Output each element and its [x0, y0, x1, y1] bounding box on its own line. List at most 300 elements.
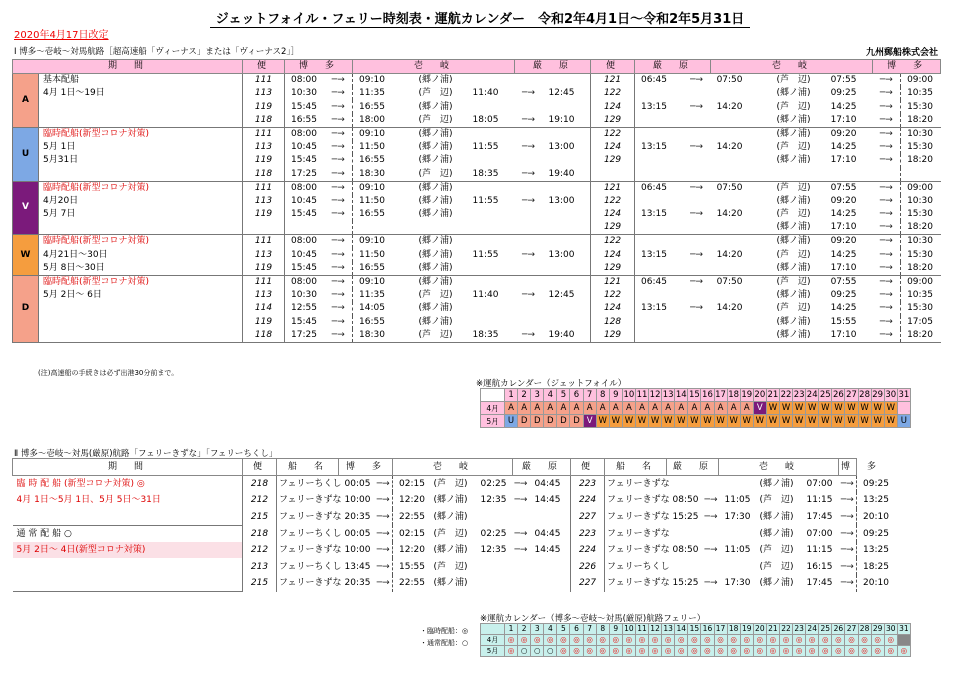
period-note [39, 100, 243, 113]
arrow: ─→ [325, 302, 353, 315]
calendar-cell: ◎ [505, 634, 518, 645]
calendar-day: 31 [898, 390, 910, 400]
ferry-number: 215 [243, 575, 277, 592]
iki-port-return: (芦 辺) [776, 75, 811, 85]
iki-arrival-return [711, 127, 763, 141]
iki-departure-return: 14:25 [830, 303, 857, 314]
iki-port-return: (芦 辺) [759, 561, 794, 572]
calendar-cell: ◎ [531, 634, 544, 645]
period-note: 臨時配船(新型コロナ対策) [39, 275, 243, 289]
iki-departure: 02:25 [480, 528, 507, 539]
ferry-number-return: 227 [571, 575, 605, 592]
arrow: ─→ [325, 127, 353, 141]
calendar-cell: U [897, 415, 910, 428]
iki-port-return: (芦 辺) [759, 545, 794, 556]
arrow [683, 114, 711, 128]
arrow: ─→ [325, 141, 353, 154]
calendar-cell: W [766, 415, 779, 428]
izuhara-arrival [543, 127, 591, 141]
izuhara-arrival: 04:45 [529, 476, 571, 493]
ship-name: フェリーきずな [279, 578, 342, 589]
hakata-departure: 10:00 [344, 545, 371, 556]
iki-arrival: 11:35 [359, 289, 385, 300]
ferry-calendar-month-row [481, 634, 911, 645]
hakata-departure: 17:25 [285, 168, 325, 182]
jetfoil-section-title: Ⅰ 博多～壱岐～対馬航路［超高速船「ヴィーナス」または「ヴィーナス2」］ [14, 47, 300, 57]
hakata-departure: 08:00 [291, 182, 317, 193]
calendar-cell: A [635, 402, 648, 415]
calendar-day: 15 [688, 390, 700, 400]
timetable-row [13, 181, 941, 195]
calendar-day: 20 [755, 624, 765, 634]
izuhara-departure [635, 221, 683, 235]
iki-departure-return: 14:25 [830, 101, 857, 112]
arrow: ─→ [839, 476, 857, 493]
period-note: 5月 8日～30日 [39, 262, 243, 276]
calendar-cell: W [884, 415, 897, 428]
arrow: ─→ [375, 558, 393, 575]
iki-departure [467, 221, 515, 235]
iki-port-return: (郷ノ浦) [776, 88, 811, 99]
calendar-cell: W [779, 402, 792, 415]
calendar-month-label: 5月 [481, 415, 505, 428]
iki-arrival-return: 14:20 [716, 249, 743, 260]
header-bin: 便 [243, 60, 285, 74]
ferry-number-return: 224 [571, 492, 605, 509]
calendar-cell: ◎ [622, 634, 635, 645]
calendar-cell: ◎ [609, 634, 622, 645]
izuhara-departure [635, 289, 683, 302]
calendar-day: 12 [650, 624, 660, 634]
ship-name-return: フェリーちくし [607, 561, 670, 572]
iki-arrival: 16:55 [353, 262, 405, 276]
flight-number: 118 [243, 329, 285, 343]
iki-port-return: (郷ノ浦) [759, 578, 794, 589]
calendar-days-row [481, 389, 911, 402]
hakata-departure: 00:05 [344, 528, 371, 539]
arrow: ─→ [375, 492, 393, 509]
iki-port: (芦 辺) [405, 168, 467, 182]
calendar-cell: ◎ [832, 634, 845, 645]
iki-departure-return: 16:15 [806, 561, 833, 572]
ferry-row [13, 492, 941, 509]
timetable-row [13, 141, 941, 154]
iki-port: (郷ノ浦) [433, 495, 468, 506]
izuhara-departure: 13:15 [641, 209, 667, 220]
hakata-departure: 10:00 [344, 495, 371, 506]
izuhara-departure [635, 114, 683, 128]
hakata-arrival: 09:00 [907, 182, 933, 193]
hakata-arrival: 10:35 [907, 289, 933, 300]
flight-number: 111 [243, 275, 285, 289]
flight-number: 118 [243, 168, 285, 182]
iki-port: (芦 辺) [433, 561, 468, 572]
hakata-departure: 08:00 [291, 276, 317, 287]
hakata-arrival: 10:30 [907, 195, 933, 206]
arrow: ─→ [873, 235, 901, 249]
arrow: ─→ [690, 101, 704, 112]
timetable-row [13, 275, 941, 289]
iki-arrival-return [719, 476, 753, 493]
ferry-header-row [13, 459, 941, 476]
izuhara-arrival [543, 262, 591, 276]
calendar-cell: W [609, 415, 622, 428]
iki-departure-return: 09:20 [830, 195, 857, 206]
hakata-arrival: 18:20 [901, 221, 941, 235]
iki-departure: 11:55 [472, 249, 499, 260]
iki-port-return: (郷ノ浦) [776, 195, 811, 206]
calendar-cell: ◎ [766, 634, 779, 645]
period-note: 4月20日 [39, 195, 243, 208]
ferry-header-izuhara-return: 厳 原 [667, 459, 719, 476]
company-name: 九州郵船株式会社 [865, 48, 938, 58]
arrow: ─→ [873, 275, 901, 289]
calendar-cell: W [675, 415, 688, 428]
calendar-cell: W [871, 415, 884, 428]
period-label: V [13, 181, 39, 235]
iki-port: (郷ノ浦) [418, 101, 453, 112]
calendar-cell: A [701, 402, 714, 415]
flight-number-return: 124 [591, 302, 635, 315]
calendar-day: 4 [544, 624, 557, 635]
calendar-day: 8 [596, 624, 609, 635]
calendar-day: 26 [832, 390, 844, 400]
ferry-period-note [13, 509, 243, 526]
calendar-day: 25 [819, 390, 831, 400]
iki-departure-return: 14:25 [830, 249, 857, 260]
calendar-cell: W [819, 402, 832, 415]
iki-departure: 11:55 [472, 195, 499, 206]
arrow: ─→ [704, 495, 718, 506]
calendar-day: 4 [544, 389, 557, 402]
ferry-number: 215 [243, 509, 277, 526]
hakata-arrival: 18:25 [863, 561, 889, 572]
iki-departure-return: 07:00 [806, 479, 833, 490]
iki-port-return: (郷ノ浦) [763, 114, 825, 128]
iki-departure [467, 316, 515, 329]
header-hakata-return: 博 多 [873, 60, 941, 74]
izuhara-departure: 06:45 [641, 276, 667, 287]
iki-port-return: (郷ノ浦) [776, 236, 811, 247]
calendar-day: 1 [505, 624, 518, 635]
calendar-cell: ◎ [714, 645, 727, 656]
iki-port: (芦 辺) [405, 329, 467, 343]
hakata-arrival: 15:30 [907, 303, 933, 314]
hakata-arrival [901, 168, 941, 182]
iki-arrival-return [711, 329, 763, 343]
period-label: A [13, 74, 39, 128]
iki-departure [475, 575, 513, 592]
calendar-cell: A [649, 402, 662, 415]
iki-arrival: 11:35 [359, 88, 385, 99]
izuhara-departure [635, 195, 683, 208]
izuhara-departure: 06:45 [641, 182, 667, 193]
iki-arrival: 02:15 [399, 528, 425, 539]
ferry-number: 212 [243, 492, 277, 509]
calendar-day: 6 [570, 389, 583, 402]
izuhara-departure [635, 235, 683, 249]
flight-number: 114 [243, 302, 285, 315]
calendar-cell: W [740, 415, 753, 428]
hakata-arrival: 09:00 [907, 75, 933, 85]
calendar-cell: ◎ [727, 645, 740, 656]
iki-arrival: 02:15 [399, 479, 425, 490]
izuhara-arrival [543, 208, 591, 221]
calendar-day: 27 [846, 390, 857, 400]
flight-number: 113 [243, 195, 285, 208]
iki-arrival: 16:55 [359, 209, 385, 220]
calendar-day: 8 [596, 389, 609, 402]
izuhara-arrival [543, 100, 591, 113]
iki-port: (郷ノ浦) [418, 209, 453, 220]
calendar-cell: D [544, 415, 557, 428]
flight-number: 113 [243, 87, 285, 100]
period-label: U [13, 127, 39, 181]
calendar-day: 11 [637, 624, 647, 634]
calendar-cell: W [622, 415, 635, 428]
flight-number: 111 [243, 74, 285, 88]
calendar-day: 14 [675, 390, 687, 400]
calendar-cell: W [832, 402, 845, 415]
calendar-day: 29 [872, 624, 883, 634]
hakata-departure: 10:30 [291, 88, 317, 99]
iki-departure-return: 07:00 [806, 528, 833, 539]
izuhara-departure: 13:15 [641, 141, 667, 152]
izuhara-departure: 08:50 [672, 495, 699, 506]
calendar-cell: ◎ [806, 645, 819, 656]
arrow: ─→ [522, 289, 536, 300]
arrow: ─→ [839, 509, 857, 526]
iki-departure-return: 17:10 [830, 155, 857, 166]
iki-departure-return: 09:20 [830, 128, 857, 139]
calendar-cell: W [845, 415, 858, 428]
calendar-cell: ◎ [609, 645, 622, 656]
iki-departure-return: 17:45 [806, 578, 833, 589]
legend-special: ・臨時配船：◎ [420, 627, 469, 635]
iki-departure [475, 509, 513, 526]
header-izuhara-return: 厳 原 [635, 60, 711, 74]
arrow: ─→ [375, 542, 393, 559]
timetable-row [13, 221, 941, 235]
izuhara-departure: 15:25 [672, 578, 699, 589]
ferry-period-note: 5月 2日～ 4日(新型コロナ対策) [13, 542, 243, 559]
arrow: ─→ [522, 249, 536, 260]
flight-number-return: 124 [591, 141, 635, 154]
calendar-cell: ◎ [740, 645, 753, 656]
calendar-cell: ◎ [779, 645, 792, 656]
arrow: ─→ [325, 87, 353, 100]
flight-number-return: 121 [591, 74, 635, 88]
arrow: ─→ [873, 114, 901, 128]
calendar-cell: ◎ [858, 634, 871, 645]
iki-departure-return: 07:55 [830, 75, 857, 85]
hakata-arrival: 09:25 [863, 478, 889, 489]
ferry-header-ship-return: 船 名 [605, 459, 667, 476]
arrow: ─→ [873, 248, 901, 261]
iki-port: (郷ノ浦) [433, 545, 468, 556]
timetable-row [13, 289, 941, 302]
calendar-month-row [481, 402, 911, 415]
calendar-day: 22 [780, 390, 792, 400]
arrow: ─→ [522, 141, 536, 152]
calendar-cell: ◎ [793, 645, 806, 656]
ship-name-return: フェリーきずな [607, 479, 670, 490]
flight-number-return: 124 [591, 100, 635, 113]
calendar-cell: ◎ [701, 634, 714, 645]
arrow: ─→ [514, 495, 528, 506]
flight-number: 111 [243, 127, 285, 141]
calendar-day: 11 [636, 390, 648, 400]
page-title: ジェットフォイル・フェリー時刻表・運航カレンダー 令和2年4月1日～令和2年5月31日 [0, 8, 960, 27]
flight-number: 119 [243, 100, 285, 113]
period-note: 5月 1日 [39, 141, 243, 154]
iki-arrival: 22:55 [399, 511, 425, 522]
calendar-cell: ◎ [518, 634, 531, 645]
timetable-row [13, 329, 941, 343]
ship-name-return: フェリーきずな [607, 528, 670, 539]
calendar-cell: A [544, 402, 557, 415]
calendar-cell [897, 634, 910, 645]
calendar-cell: ◎ [819, 645, 832, 656]
iki-arrival: 09:10 [359, 75, 385, 85]
period-note: 臨時配船(新型コロナ対策) [39, 181, 243, 195]
hakata-arrival: 18:20 [901, 262, 941, 276]
hakata-arrival: 10:30 [907, 128, 933, 139]
hakata-arrival: 20:10 [863, 511, 889, 522]
ship-name: フェリーきずな [279, 495, 342, 506]
timetable-row [13, 316, 941, 329]
calendar-day: 1 [505, 389, 518, 402]
hakata-departure: 15:45 [291, 316, 317, 327]
calendar-cell: ◎ [897, 645, 910, 656]
hakata-arrival: 18:20 [901, 329, 941, 343]
iki-port [405, 221, 467, 235]
ferry-header-period: 期 間 [13, 459, 243, 476]
iki-port-return: (芦 辺) [776, 249, 811, 260]
ferry-number-return: 223 [571, 525, 605, 542]
arrow: ─→ [375, 476, 393, 493]
arrow [683, 168, 711, 182]
calendar-day: 5 [557, 624, 570, 635]
flight-number: 113 [243, 248, 285, 261]
hakata-arrival: 09:25 [863, 528, 889, 539]
arrow: ─→ [522, 88, 536, 99]
period-note [39, 221, 243, 235]
iki-arrival: 22:55 [399, 578, 425, 589]
arrow: ─→ [375, 509, 393, 526]
ferry-period-note: 臨 時 配 船 (新型コロナ対策) ◎ [13, 476, 243, 493]
calendar-cell: A [622, 402, 635, 415]
calendar-cell: ◎ [871, 645, 884, 656]
iki-port: (郷ノ浦) [418, 155, 453, 166]
iki-port: (郷ノ浦) [418, 195, 453, 206]
calendar-cell: W [806, 415, 819, 428]
iki-arrival-return [711, 289, 763, 302]
iki-arrival-return [719, 558, 753, 575]
calendar-cell: W [845, 402, 858, 415]
ferry-number-return: 227 [571, 509, 605, 526]
izuhara-arrival: 19:10 [543, 114, 591, 128]
arrow: ─→ [839, 542, 857, 559]
izuhara-arrival [543, 275, 591, 289]
calendar-cell [897, 402, 910, 415]
calendar-cell: A [609, 402, 622, 415]
calendar-day: 13 [663, 624, 673, 634]
arrow: ─→ [522, 195, 536, 206]
calendar-day: 31 [899, 624, 909, 634]
iki-departure: 18:35 [467, 168, 515, 182]
arrow: ─→ [873, 154, 901, 167]
izuhara-departure: 13:15 [641, 303, 667, 314]
calendar-cell: A [714, 402, 727, 415]
calendar-cell: ◎ [766, 645, 779, 656]
period-label: D [13, 275, 39, 342]
iki-arrival-return: 07:50 [716, 276, 743, 287]
flight-number-return [591, 168, 635, 182]
iki-arrival-return: 14:20 [716, 141, 743, 152]
ship-name: フェリーきずな [279, 545, 342, 556]
calendar-cell: ◎ [753, 634, 766, 645]
ferry-period-note [13, 558, 243, 575]
timetable-row [13, 168, 941, 182]
timetable-row [13, 235, 941, 249]
ship-name-return: フェリーきずな [607, 578, 670, 589]
jetfoil-timetable [12, 59, 941, 343]
iki-departure: 02:25 [480, 479, 507, 490]
timetable-row [13, 100, 941, 113]
arrow [515, 235, 543, 249]
arrow: ─→ [873, 127, 901, 141]
calendar-day: 17 [715, 624, 726, 634]
ferry-number: 218 [243, 476, 277, 493]
calendar-day: 17 [715, 390, 726, 400]
flight-number: 113 [243, 141, 285, 154]
iki-arrival [353, 221, 405, 235]
arrow: ─→ [704, 511, 718, 522]
iki-departure: 18:35 [467, 329, 515, 343]
calendar-day: 6 [570, 624, 583, 635]
calendar-cell: W [688, 415, 701, 428]
arrow: ─→ [325, 195, 353, 208]
calendar-cell: ◎ [544, 634, 557, 645]
calendar-cell: ◎ [832, 645, 845, 656]
calendar-cell: ◎ [675, 645, 688, 656]
arrow: ─→ [839, 558, 857, 575]
iki-arrival-return: 07:50 [716, 182, 743, 193]
hakata-arrival: 18:20 [901, 114, 941, 128]
arrow: ─→ [375, 525, 393, 542]
calendar-cell: A [740, 402, 753, 415]
iki-arrival-return: 17:30 [724, 578, 751, 589]
arrow [703, 525, 719, 542]
arrow: ─→ [325, 329, 353, 343]
izuhara-departure: 15:25 [672, 511, 699, 522]
iki-arrival: 11:50 [359, 141, 385, 152]
period-label: W [13, 235, 39, 275]
calendar-cell: W [635, 415, 648, 428]
izuhara-arrival [543, 316, 591, 329]
calendar-cell: ◎ [779, 634, 792, 645]
arrow [873, 168, 901, 182]
hakata-departure: 17:25 [285, 329, 325, 343]
calendar-cell: ◎ [583, 645, 596, 656]
iki-departure-return: 07:55 [830, 276, 857, 287]
arrow: ─→ [325, 100, 353, 113]
iki-arrival: 12:20 [399, 495, 425, 506]
izuhara-departure: 08:50 [672, 545, 699, 556]
ship-name: フェリーちくし [279, 479, 342, 490]
iki-port-return: (郷ノ浦) [759, 511, 794, 522]
